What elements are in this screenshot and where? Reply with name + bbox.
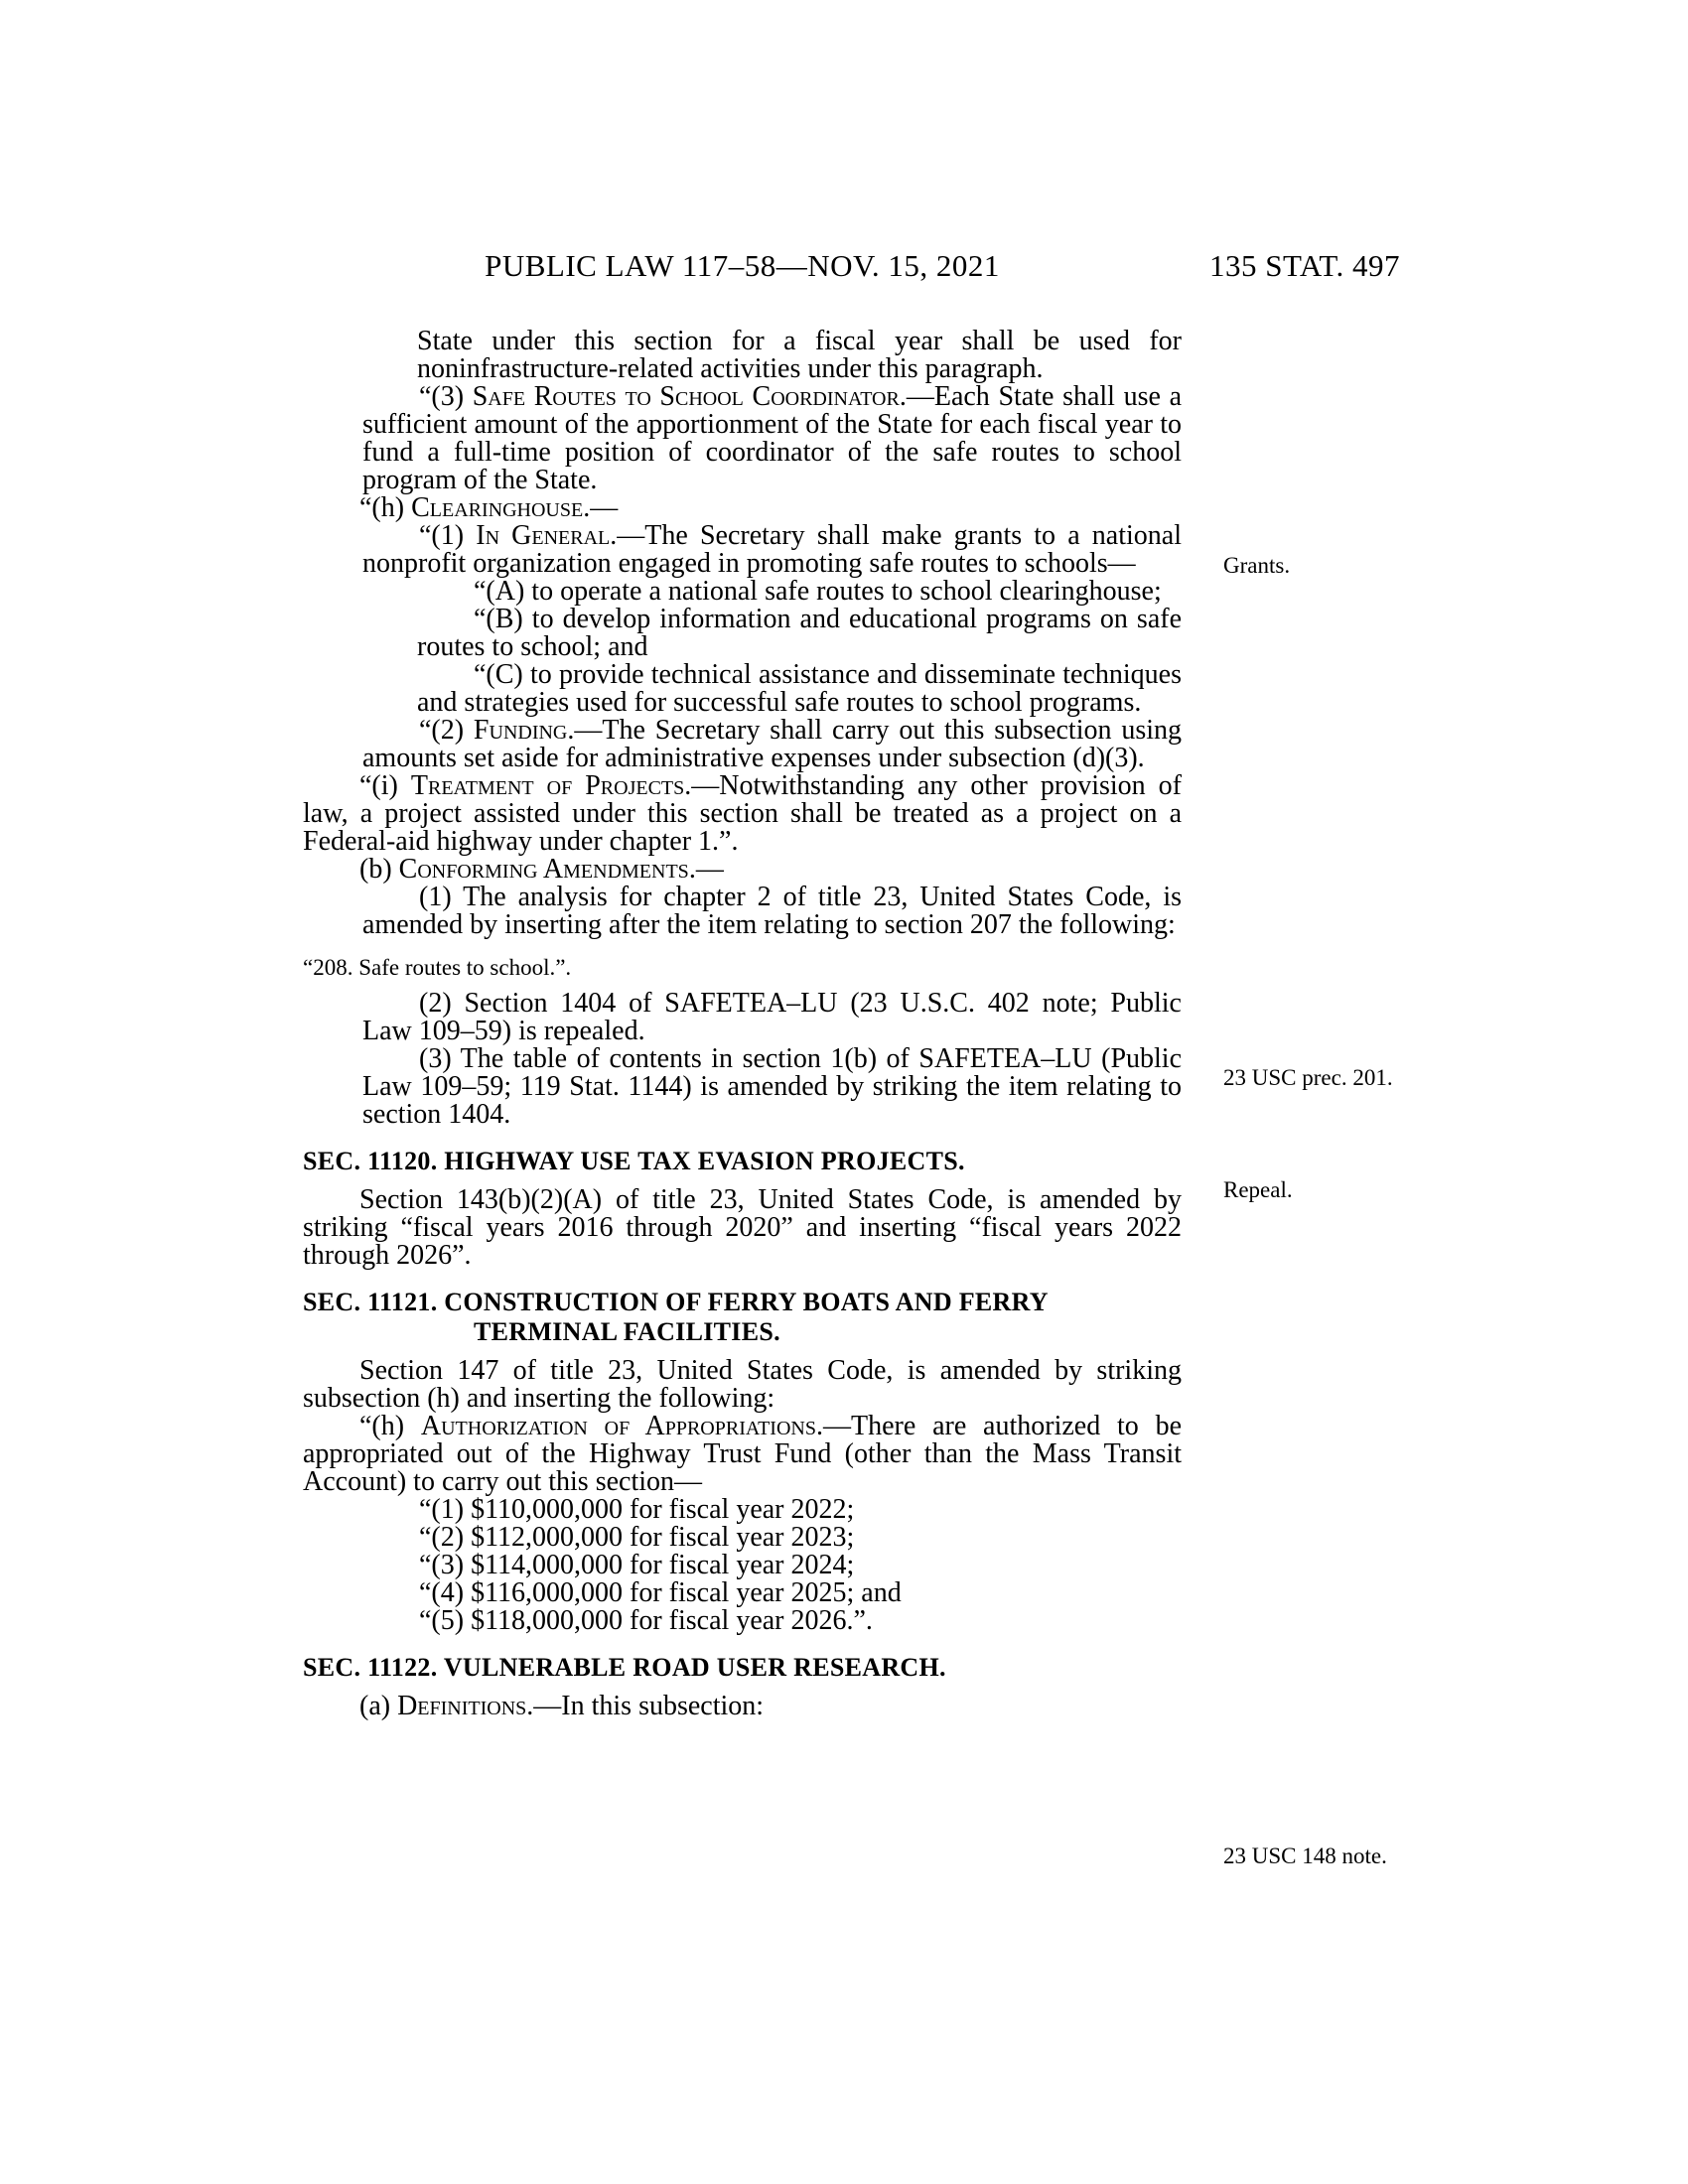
paragraph bbox=[303, 1186, 1182, 1270]
text-run: (3) The table of contents in section 1(b) of SAFETEA–LU (Public Law 109–59; 119 Stat. 1144) is amended by striking the item relating to section 1404. bbox=[362, 1043, 1182, 1130]
text-run: (a) bbox=[359, 1691, 398, 1721]
paragraph bbox=[303, 990, 1182, 1045]
text-run: .—Notwithstanding any other provision of law, a project assisted under this section shall be treated as a project on a Federal-aid highway under chapter 1.”. bbox=[303, 770, 1182, 857]
paragraph bbox=[303, 383, 1182, 494]
text-run: “(1) $110,000,000 for fiscal year 2022; bbox=[419, 1494, 855, 1525]
table-item-line bbox=[303, 955, 1182, 980]
paragraph bbox=[303, 1579, 1182, 1607]
small-caps-run: Clearinghouse bbox=[411, 492, 584, 523]
text-run: State under this section for a fiscal year shall be used for noninfrastructure-related activities under this paragraph. bbox=[417, 326, 1182, 384]
text-run: “(2) $112,000,000 for fiscal year 2023; bbox=[419, 1522, 855, 1553]
text-run: “(A) to operate a national safe routes to school clearinghouse; bbox=[474, 576, 1162, 607]
text-run: SEC. 11122. VULNERABLE ROAD USER RESEARCH. bbox=[303, 1653, 946, 1682]
text-run: (2) Section 1404 of SAFETEA–LU (23 U.S.C. 402 note; Public Law 109–59) is repealed. bbox=[362, 988, 1182, 1046]
small-caps-run: Safe Routes to School Coordinator bbox=[472, 381, 900, 412]
small-caps-run: Treatment of Projects bbox=[410, 770, 685, 801]
text-run: “(C) to provide technical assistance and disseminate techniques and strategies used for successful safe routes to school programs. bbox=[417, 659, 1182, 718]
paragraph bbox=[303, 1693, 1182, 1720]
text-run: “(h) bbox=[359, 1411, 421, 1441]
text-run: .—In this subsection: bbox=[526, 1691, 765, 1721]
text-run: .— bbox=[583, 492, 619, 523]
text-run: “(h) bbox=[359, 492, 412, 523]
paragraph bbox=[303, 1496, 1182, 1524]
text-run: (b) bbox=[359, 854, 399, 885]
small-caps-run: Definitions bbox=[397, 1691, 527, 1721]
text-run: “(2) bbox=[419, 715, 474, 746]
text-run: .—Each State shall use a sufficient amount of the apportionment of the State for each fiscal year to fund a full-time position of coordinator of the safe routes to school program of the State. bbox=[362, 381, 1182, 495]
text-run: Section 143(b)(2)(A) of title 23, United States Code, is amended by striking “fiscal years 2016 through 2020” and inserting “fiscal years 2022 through 2026”. bbox=[303, 1184, 1182, 1271]
small-caps-run: Conforming Amendments bbox=[398, 854, 689, 885]
section-heading bbox=[303, 1653, 1182, 1683]
margin-note-grants: Grants. bbox=[1223, 553, 1291, 578]
paragraph bbox=[303, 856, 1182, 884]
paragraph bbox=[303, 717, 1182, 772]
text-run: .—The Secretary shall make grants to a national nonprofit organization engaged in promoting safe routes to schools— bbox=[362, 520, 1182, 579]
paragraph bbox=[303, 1357, 1182, 1413]
section-heading bbox=[303, 1288, 1182, 1347]
text-run: .—There are authorized to be appropriated out of the Highway Trust Fund (other than the Mass Transit Account) to carry out this section— bbox=[303, 1411, 1183, 1497]
small-caps-run: Funding bbox=[473, 715, 568, 746]
margin-note-repeal: Repeal. bbox=[1223, 1177, 1293, 1202]
paragraph bbox=[303, 884, 1182, 939]
section-heading bbox=[303, 1147, 1182, 1176]
margin-note-usc-148-note: 23 USC 148 note. bbox=[1223, 1843, 1387, 1868]
paragraph bbox=[303, 1413, 1182, 1496]
paragraph bbox=[303, 606, 1182, 661]
text-run: Section 147 of title 23, United States Code, is amended by striking subsection (h) and inserting the following: bbox=[303, 1355, 1182, 1414]
text-run: “(4) $116,000,000 for fiscal year 2025; and bbox=[419, 1577, 902, 1608]
text-run: .—The Secretary shall carry out this subsection using amounts set aside for administrative expenses under subsection (d)(3). bbox=[362, 715, 1182, 773]
paragraph bbox=[303, 1607, 1182, 1635]
text-run: “(B) to develop information and educational programs on safe routes to school; and bbox=[417, 604, 1182, 662]
text-run: “(3) $114,000,000 for fiscal year 2024; bbox=[419, 1550, 855, 1580]
paragraph bbox=[303, 494, 1182, 522]
text-run: “(3) bbox=[419, 381, 473, 412]
text-run: “(i) bbox=[359, 770, 411, 801]
paragraph bbox=[303, 1524, 1182, 1552]
paragraph bbox=[303, 578, 1182, 606]
text-run: “(5) $118,000,000 for fiscal year 2026.”. bbox=[419, 1605, 873, 1636]
text-run: (1) The analysis for chapter 2 of title 23, United States Code, is amended by inserting after the item relating to section 207 the following: bbox=[362, 882, 1182, 940]
text-run: .— bbox=[688, 854, 724, 885]
small-caps-run: In General bbox=[476, 520, 611, 551]
paragraph bbox=[303, 1552, 1182, 1579]
running-header-stat-page: 135 STAT. 497 bbox=[1208, 248, 1400, 283]
paragraph bbox=[303, 522, 1182, 578]
text-run: SEC. 11121. CONSTRUCTION OF FERRY BOATS AND FERRY TERMINAL FACILITIES. bbox=[303, 1288, 1048, 1346]
paragraph bbox=[303, 772, 1182, 856]
text-run: “(1) bbox=[419, 520, 477, 551]
running-header-law-title: PUBLIC LAW 117–58—NOV. 15, 2021 bbox=[485, 248, 1000, 283]
body-column bbox=[303, 328, 1182, 1720]
text-run: SEC. 11120. HIGHWAY USE TAX EVASION PROJECTS. bbox=[303, 1147, 965, 1175]
small-caps-run: Authorization of Appropriations bbox=[420, 1411, 816, 1441]
paragraph bbox=[303, 328, 1182, 383]
text-run: “208. Safe routes to school.”. bbox=[303, 955, 572, 980]
paragraph bbox=[303, 1045, 1182, 1129]
paragraph bbox=[303, 661, 1182, 717]
margin-note-usc-prec-201: 23 USC prec. 201. bbox=[1223, 1065, 1393, 1090]
